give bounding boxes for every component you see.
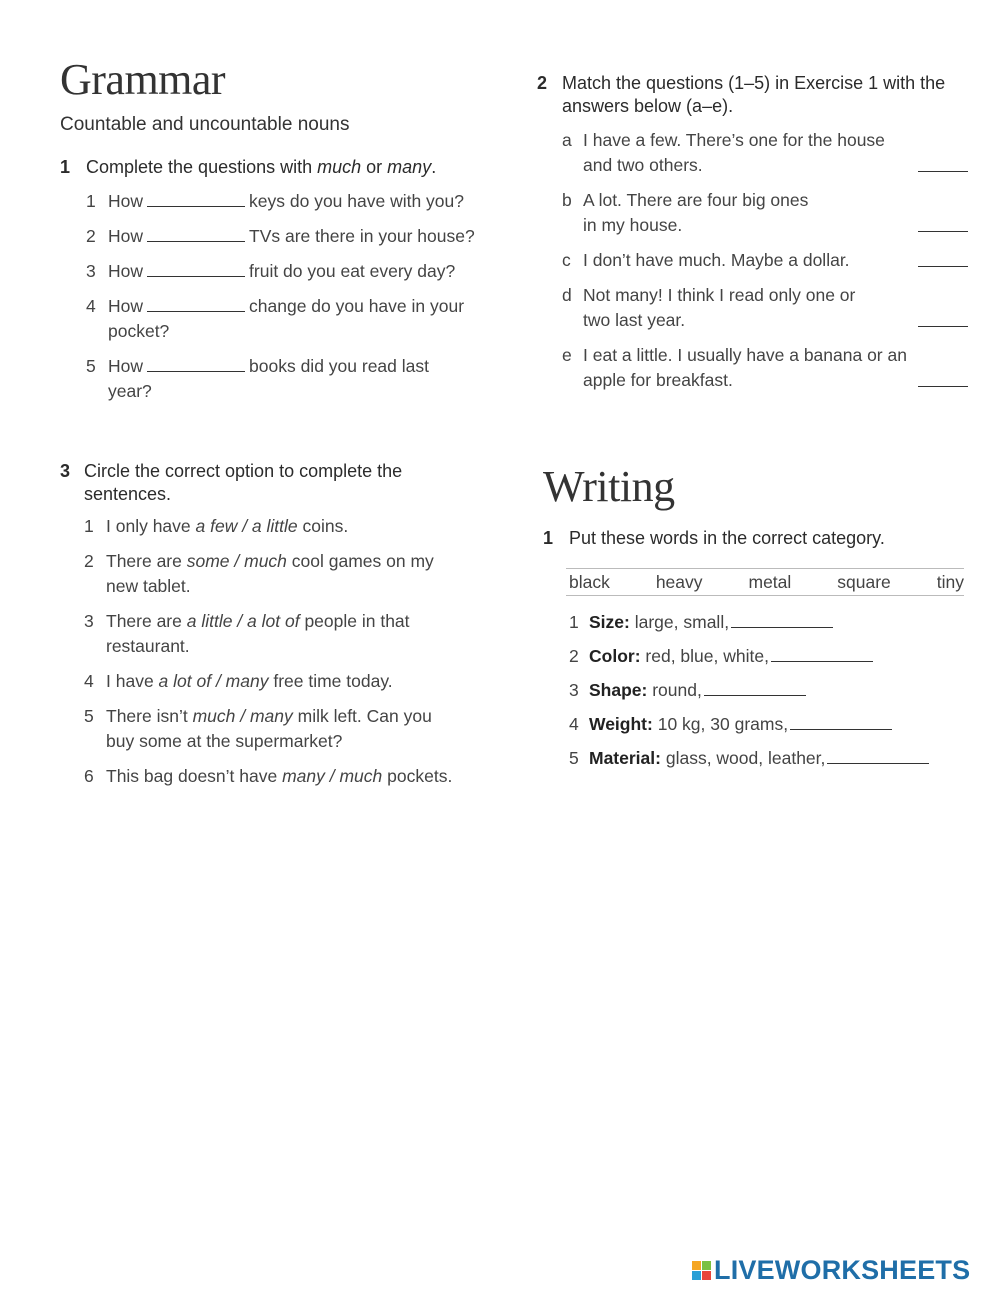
- word-chip[interactable]: square: [837, 572, 891, 592]
- answer-item: a I have a few. There’s one for the house and two others.: [562, 128, 968, 178]
- logo-blocks-icon: [692, 1261, 711, 1280]
- sentence-item: 3 There are a little / a lot of people in that restaurant.: [84, 611, 410, 656]
- option-choice[interactable]: some / much: [186, 551, 287, 571]
- category-item: 1 Size: large, small,: [569, 610, 972, 635]
- answer-blank[interactable]: [147, 227, 245, 242]
- grammar-title: Grammar: [60, 55, 226, 104]
- right-column: [537, 72, 972, 771]
- word-box: [566, 568, 964, 596]
- word-chip[interactable]: tiny: [936, 572, 964, 592]
- word-chip[interactable]: black: [569, 572, 610, 592]
- category-item: 2 Color: red, blue, white,: [569, 644, 972, 669]
- category-item: 4 Weight: 10 kg, 30 grams,: [569, 712, 972, 737]
- answer-blank[interactable]: [147, 192, 245, 207]
- writing-title: Writing: [543, 462, 675, 511]
- exercise-1-items: [86, 189, 510, 404]
- logo-text: LIVEWORKSHEETS: [714, 1254, 971, 1285]
- match-answer-blank[interactable]: [918, 386, 968, 387]
- exercise-instruction: Complete the questions with much or many.: [86, 157, 437, 177]
- answer-item: b A lot. There are four big ones in my house.: [562, 188, 968, 238]
- left-column: [60, 55, 510, 789]
- option-choice[interactable]: a lot of / many: [158, 671, 269, 691]
- answer-blank[interactable]: [147, 357, 245, 372]
- question-item: 2 How TVs are there in your house?: [86, 226, 475, 246]
- category-answer-blank[interactable]: [790, 715, 892, 730]
- question-item: 1 How keys do you have with you?: [86, 191, 465, 211]
- question-item: 5 How books did you read last year?: [86, 356, 429, 401]
- answer-item: e I eat a little. I usually have a banana or an apple for breakfast.: [562, 343, 968, 393]
- exercise-number: 3: [60, 461, 71, 481]
- question-item: 3 How fruit do you eat every day?: [86, 261, 456, 281]
- word-chip[interactable]: metal: [748, 572, 792, 592]
- category-answer-blank[interactable]: [771, 647, 873, 662]
- category-item: 3 Shape: round,: [569, 678, 972, 703]
- grammar-subtitle: Countable and uncountable nouns: [60, 114, 350, 135]
- exercise-3-heading: [60, 460, 460, 506]
- match-answer-blank[interactable]: [918, 266, 968, 267]
- liveworksheets-logo: [692, 1255, 970, 1285]
- option-choice[interactable]: much / many: [192, 706, 293, 726]
- option-choice[interactable]: a little / a lot of: [186, 611, 300, 631]
- sentence-item: 5 There isn’t much / many milk left. Can you buy some at the supermarket?: [84, 706, 432, 751]
- sentence-item: 4 I have a lot of / many free time today.: [84, 671, 393, 691]
- exercise-instruction: Match the questions (1–5) in Exercise 1 with the answers below (a–e).: [562, 73, 946, 116]
- category-item: 5 Material: glass, wood, leather,: [569, 746, 972, 771]
- match-answer-blank[interactable]: [918, 231, 968, 232]
- exercise-3-items: [84, 514, 510, 789]
- exercise-instruction: Put these words in the correct category.: [569, 528, 885, 548]
- word-chip[interactable]: heavy: [655, 572, 703, 592]
- category-answer-blank[interactable]: [731, 613, 833, 628]
- exercise-number: 2: [537, 73, 548, 93]
- category-answer-blank[interactable]: [704, 681, 806, 696]
- sentence-item: 1 I only have a few / a little coins.: [84, 516, 349, 536]
- match-answer-blank[interactable]: [918, 171, 968, 172]
- answer-item: d Not many! I think I read only one or two last year.: [562, 283, 968, 333]
- category-answer-blank[interactable]: [827, 749, 929, 764]
- answer-item: c I don’t have much. Maybe a dollar.: [562, 248, 968, 273]
- match-answer-blank[interactable]: [918, 326, 968, 327]
- sentence-item: 6 This bag doesn’t have many / much pockets.: [84, 766, 453, 786]
- category-list: [569, 610, 972, 771]
- answer-blank[interactable]: [147, 262, 245, 277]
- exercise-instruction: Circle the correct option to complete the sentences.: [84, 461, 403, 504]
- option-choice[interactable]: many / much: [282, 766, 383, 786]
- exercise-number: 1: [543, 528, 554, 548]
- exercise-number: 1: [60, 157, 71, 177]
- sentence-item: 2 There are some / much cool games on my new tablet.: [84, 551, 434, 596]
- answer-list: [562, 128, 968, 393]
- question-item: 4 How change do you have in your pocket?: [86, 296, 465, 341]
- exercise-1-heading: [60, 156, 510, 179]
- answer-blank[interactable]: [147, 297, 245, 312]
- writing-exercise-1-heading: [543, 527, 972, 550]
- option-choice[interactable]: a few / a little: [195, 516, 298, 536]
- exercise-2-heading: [537, 72, 972, 118]
